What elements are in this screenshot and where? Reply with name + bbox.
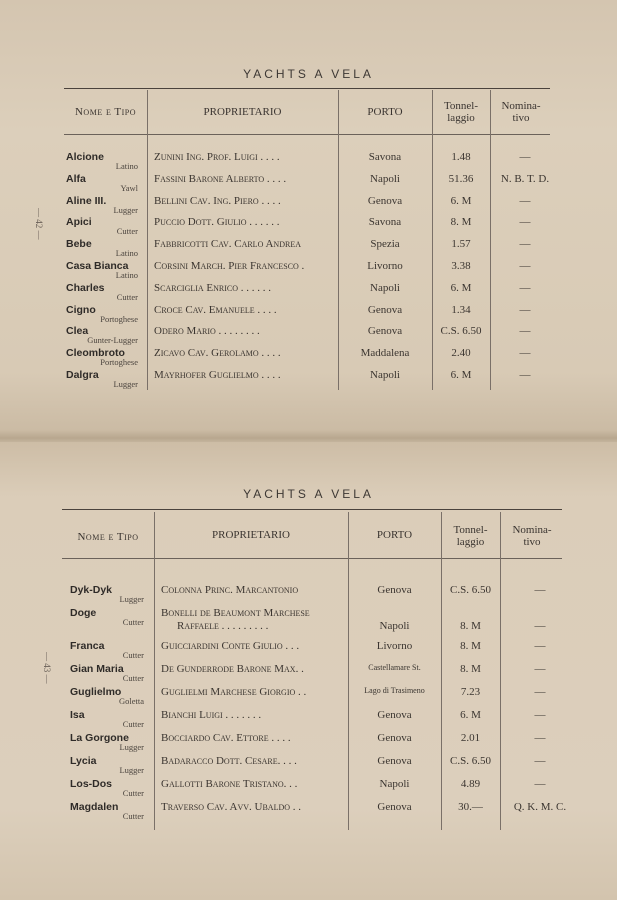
call-sign: — (519, 281, 531, 294)
call-sign: — (534, 755, 546, 767)
table-row (0, 304, 617, 326)
call-sign: — (534, 732, 546, 744)
yacht-name: Lycia (70, 755, 97, 767)
yacht-name: Gian Maria (70, 663, 124, 675)
table-row (0, 732, 617, 754)
yacht-name: Apici (66, 216, 92, 229)
tonnage: 8. M (460, 663, 481, 675)
yacht-name: Guglielmo (70, 686, 122, 698)
tonnage: 51.36 (448, 172, 474, 185)
port: Napoli (370, 369, 400, 381)
port: Lago di Trasimeno (364, 686, 425, 695)
call-sign: — (519, 238, 531, 251)
table-row (0, 173, 617, 195)
table-top-rule (62, 509, 562, 510)
port: Genova (367, 325, 403, 338)
table-row (0, 686, 617, 708)
table-row (0, 663, 617, 685)
port: Genova (377, 732, 412, 744)
port: Spezia (370, 238, 400, 251)
call-sign: — (534, 778, 546, 790)
yacht-type: Yawl (120, 182, 138, 193)
call-sign: — (534, 620, 546, 632)
tonnage: 8. M (450, 216, 472, 229)
table-row (0, 347, 617, 369)
call-sign: — (519, 347, 531, 360)
port: Genova (377, 755, 412, 767)
table-row (0, 260, 617, 282)
table-row (0, 801, 617, 823)
tonnage: 7.23 (460, 686, 481, 698)
call-sign: — (519, 260, 531, 272)
header-tonnellaggio: Tonnel- laggio (443, 100, 479, 124)
tonnage: 6. M (450, 369, 472, 381)
table-row (0, 195, 617, 217)
owner: Fabbricotti Cav. Carlo Andrea (154, 238, 301, 251)
call-sign: — (534, 686, 546, 698)
tonnage: C.S. 6.50 (450, 584, 491, 596)
top-page (0, 0, 617, 438)
header-proprietario: PROPRIETARIO (203, 106, 282, 118)
yacht-type: Lugger (113, 379, 138, 389)
yacht-name: Dyk-Dyk (70, 584, 113, 596)
owner: Odero Mario . . . . . . . . (154, 325, 260, 338)
owner: Bonelli de Beaumont Marchese (161, 607, 310, 619)
port: Genova (377, 584, 412, 596)
call-sign: — (519, 216, 531, 229)
yacht-type: Latino (115, 270, 138, 280)
owner: Zicavo Cav. Gerolamo . . . . (154, 347, 281, 360)
yacht-name: Isa (70, 709, 85, 721)
owner: De Gunderrode Barone Max. . (161, 663, 304, 675)
call-sign: N. B. T. D. (500, 172, 550, 185)
port: Genova (377, 801, 412, 813)
owner: Traverso Cav. Avv. Ubaldo . . (161, 801, 302, 813)
yacht-type: Cutter (122, 719, 144, 729)
table-row (0, 607, 617, 632)
call-sign: — (519, 194, 531, 207)
tonnage: 4.89 (460, 778, 481, 790)
yacht-type: Latino (115, 161, 138, 171)
tonnage: 3.38 (451, 260, 471, 272)
tonnage: 30.— (458, 801, 483, 813)
port: Livorno (367, 260, 403, 272)
owner: Bellini Cav. Ing. Piero . . . . (154, 194, 281, 207)
table-row (0, 282, 617, 304)
table-row (0, 778, 617, 800)
yacht-name: Clea (66, 325, 89, 338)
header-tonnellaggio: Tonnel- laggio (453, 524, 488, 548)
header-proprietario: PROPRIETARIO (212, 529, 290, 541)
tonnage: 1.48 (451, 151, 471, 163)
page-title: YACHTS A VELA (243, 67, 374, 81)
yacht-type: Goletta (118, 696, 144, 706)
table-row (0, 151, 617, 173)
port: Genova (377, 709, 412, 721)
tonnage: 1.57 (451, 238, 471, 251)
yacht-name: Cleombroto (66, 347, 125, 360)
port: Castellamare St. (368, 663, 421, 672)
port: Savona (368, 216, 402, 229)
header-nominativo: Nomina- tivo (501, 100, 541, 124)
page-title: YACHTS A VELA (243, 487, 374, 501)
port: Livorno (376, 640, 413, 652)
port: Genova (367, 303, 403, 316)
port: Genova (367, 194, 403, 207)
tonnage: 2.01 (460, 732, 481, 744)
owner: Guglielmi Marchese Giorgio . . (161, 686, 307, 698)
header-nome: Nome e Tipo (74, 106, 137, 118)
yacht-type: Cutter (122, 811, 144, 821)
tonnage: 6. M (450, 281, 472, 294)
owner: Guicciardini Conte Giulio . . . (161, 640, 300, 652)
yacht-name: Doge (70, 607, 97, 619)
yacht-type: Cutter (122, 788, 144, 798)
port: Napoli (379, 620, 410, 632)
call-sign: — (519, 325, 531, 338)
owner: Mayrhofer Guglielmo . . . . (154, 369, 281, 381)
yacht-name: Dalgra (66, 369, 99, 381)
tonnage: C.S. 6.50 (440, 325, 482, 338)
owner: Gallotti Barone Tristano. . . (161, 778, 298, 790)
table-row (0, 369, 617, 391)
yacht-type: Lugger (113, 204, 138, 215)
yacht-name: Magdalen (70, 801, 119, 813)
tonnage: 1.34 (451, 303, 471, 316)
yacht-type: Lugger (119, 765, 144, 775)
call-sign: — (519, 151, 531, 163)
call-sign: Q. K. M. C. (513, 801, 567, 813)
owner: Badaracco Dott. Cesare. . . . (161, 755, 297, 767)
call-sign: — (534, 709, 546, 721)
owner: Croce Cav. Emanuele . . . . (154, 303, 277, 316)
page-number: — 42 — (34, 208, 44, 240)
tonnage: 2.40 (451, 347, 471, 360)
yacht-type: Gunter-Lugger (87, 335, 138, 346)
table-row (0, 755, 617, 777)
yacht-type: Cutter (122, 617, 144, 627)
yacht-type: Cutter (116, 226, 138, 237)
header-bottom-rule (62, 558, 562, 559)
yacht-name: Franca (70, 640, 105, 652)
header-porto: PORTO (376, 529, 413, 541)
owner-continued: Raffaele . . . . . . . . . (177, 620, 269, 632)
port: Savona (368, 151, 402, 163)
table-row (0, 216, 617, 238)
yacht-type: Lugger (119, 742, 144, 752)
owner: Scarciglia Enrico . . . . . . (154, 281, 272, 294)
header-porto: PORTO (367, 106, 403, 118)
yacht-name: Alcione (66, 151, 104, 163)
table-row (0, 584, 617, 606)
owner: Bocciardo Cav. Ettore . . . . (161, 732, 291, 744)
yacht-type: Cutter (122, 673, 144, 683)
yacht-name: Los-Dos (70, 778, 112, 790)
yacht-type: Portoghese (100, 313, 138, 324)
owner: Bianchi Luigi . . . . . . . (161, 709, 262, 721)
yacht-name: Alfa (66, 172, 86, 185)
yacht-name: Aline III. (66, 194, 107, 207)
port: Maddalena (360, 347, 410, 360)
yacht-name: Casa Bianca (66, 260, 129, 272)
owner: Corsini March. Pier Francesco . (154, 260, 305, 272)
yacht-name: Cigno (66, 303, 96, 316)
port: Napoli (379, 778, 410, 790)
yacht-name: La Gorgone (70, 732, 129, 744)
header-nome: Nome e Tipo (77, 531, 139, 543)
call-sign: — (534, 640, 546, 652)
yacht-type: Cutter (122, 650, 144, 660)
owner: Fassini Barone Alberto . . . . (154, 172, 287, 185)
yacht-type: Lugger (119, 594, 144, 604)
owner: Puccio Dott. Giulio . . . . . . (154, 216, 280, 229)
port: Napoli (370, 172, 400, 185)
yacht-type: Latino (115, 248, 138, 259)
table-row (0, 640, 617, 662)
yacht-type: Cutter (116, 291, 138, 302)
tonnage: 8. M (460, 640, 481, 652)
table-top-rule (64, 88, 550, 89)
header-bottom-rule (64, 134, 550, 135)
tonnage: 6. M (450, 194, 472, 207)
tonnage: C.S. 6.50 (450, 755, 491, 767)
yacht-type: Portoghese (100, 357, 138, 368)
call-sign: — (534, 663, 546, 675)
owner: Zunini Ing. Prof. Luigi . . . . (154, 151, 280, 163)
table-row (0, 325, 617, 347)
yacht-name: Charles (66, 281, 105, 294)
tonnage: 6. M (460, 709, 481, 721)
table-row (0, 709, 617, 731)
yacht-name: Bebe (66, 238, 92, 251)
page-number: — 43 — (42, 652, 52, 684)
bottom-page (0, 442, 617, 900)
call-sign: — (534, 584, 546, 596)
call-sign: — (519, 303, 531, 316)
owner: Colonna Princ. Marcantonio (161, 584, 299, 596)
tonnage: 8. M (460, 620, 481, 632)
call-sign: — (519, 369, 531, 381)
header-nominativo: Nomina- tivo (512, 524, 552, 548)
port: Napoli (370, 281, 400, 294)
table-row (0, 238, 617, 260)
